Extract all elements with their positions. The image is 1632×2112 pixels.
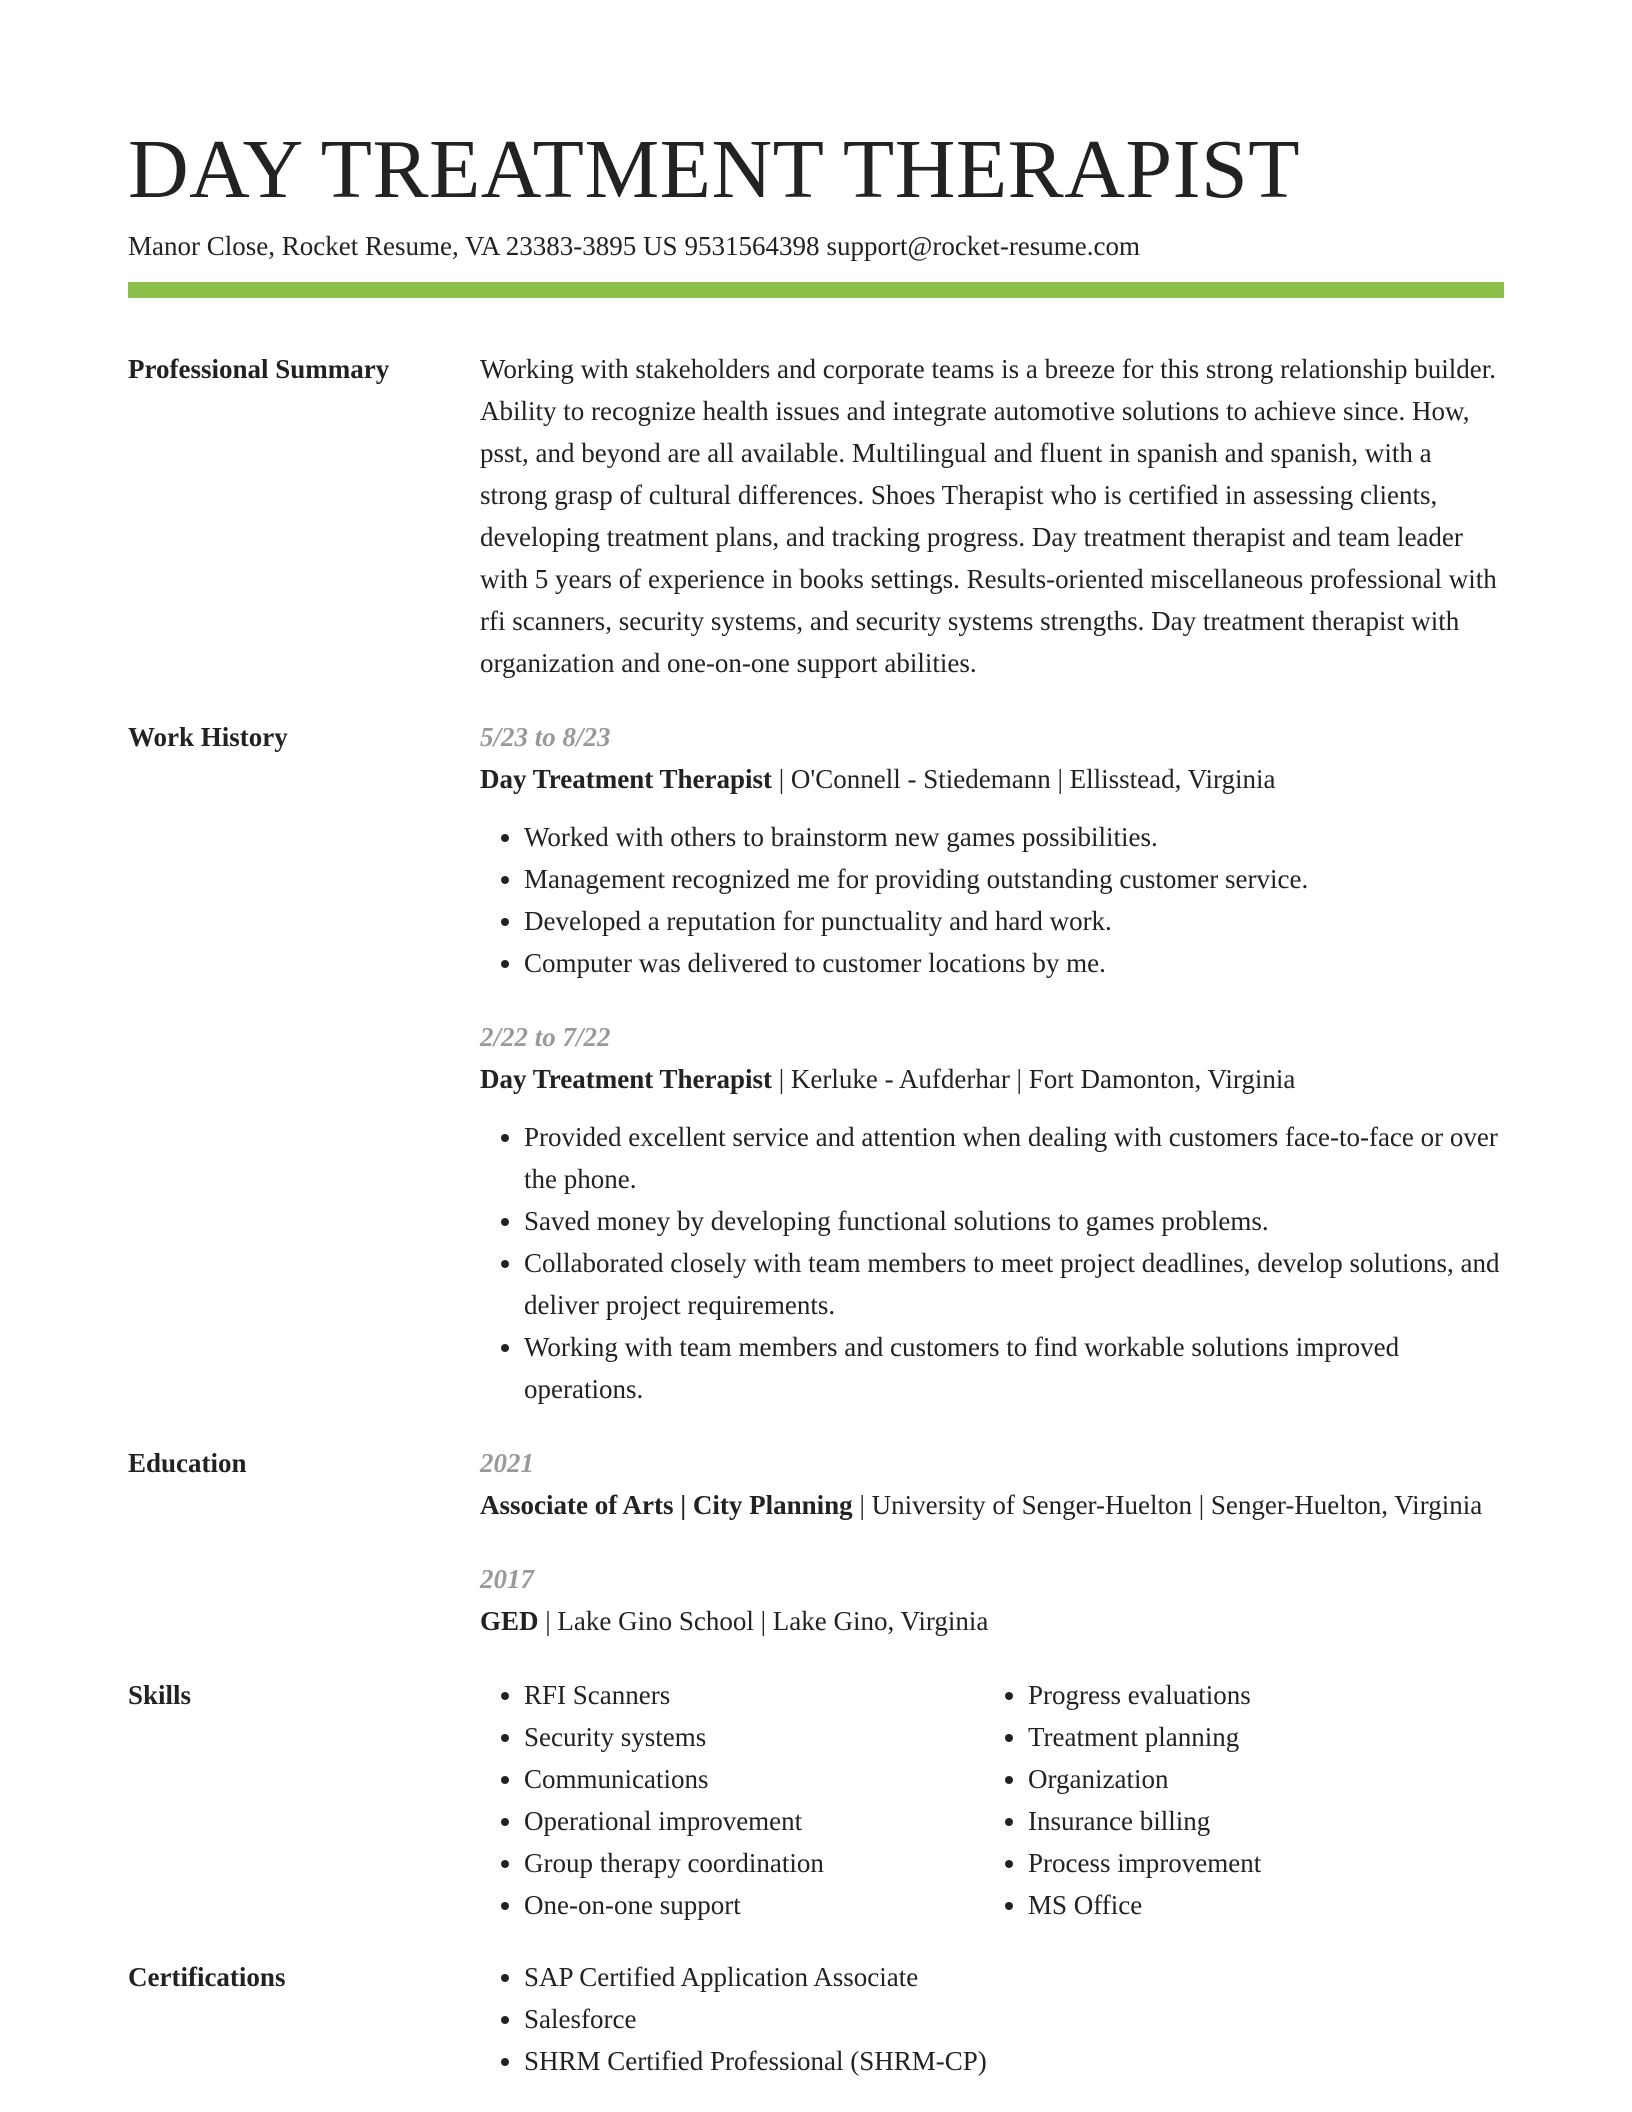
skill-item: • Security systems xyxy=(524,1716,984,1758)
education-heading xyxy=(480,1484,1504,1526)
job-details: | O'Connell - Stiedemann | Ellisstead, Virginia xyxy=(772,764,1276,794)
list-item: • Collaborated closely with team members to meet project deadlines, develop solutions, and deliver project requirements. xyxy=(524,1242,1504,1326)
section-label-work: Work History xyxy=(128,722,288,752)
education-year: 2017 xyxy=(480,1564,534,1594)
list-item: • Provided excellent service and attention when dealing with customers face-to-face or over the phone. xyxy=(524,1116,1504,1200)
job-title: Day Treatment Therapist xyxy=(480,764,772,794)
section-body-work xyxy=(480,716,1504,1410)
job-entry xyxy=(480,1016,1504,1410)
section-label-certifications: Certifications xyxy=(128,1962,286,1992)
section-label-education: Education xyxy=(128,1448,247,1478)
section-certifications xyxy=(128,1956,1504,2082)
skill-item: • One-on-one support xyxy=(524,1884,984,1926)
education-year: 2021 xyxy=(480,1448,534,1478)
education-details: | University of Senger-Huelton | Senger-Huelton, Virginia xyxy=(852,1490,1483,1520)
skill-item: • MS Office xyxy=(1028,1884,1548,1926)
skill-item: • Progress evaluations xyxy=(1028,1674,1548,1716)
certification-item: • SHRM Certified Professional (SHRM-CP) xyxy=(524,2040,1504,2082)
section-work-history xyxy=(128,716,1504,1410)
job-dates: 5/23 to 8/23 xyxy=(480,722,611,752)
section-body-certifications xyxy=(480,1956,1504,2082)
skill-item: • Process improvement xyxy=(1028,1842,1548,1884)
certification-list xyxy=(480,1956,1504,2082)
section-education xyxy=(128,1442,1504,1642)
skills-column-right xyxy=(984,1674,1548,1926)
summary-text: Working with stakeholders and corporate teams is a breeze for this strong relationship builder. Ability to recognize health issues and integrate automotive solutions to achieve since. How, psst, and beyond are all available. Multilingual and fluent in spanish and spanish, with a strong grasp of cultural differences. Shoes Therapist who is certified in assessing clients, developing treatment plans, and tracking progress. Day treatment therapist and team leader with 5 years of experience in books settings. Results-oriented miscellaneous professional with rfi scanners, security systems, and security systems strengths. Day treatment therapist with organization and one-on-one support abilities. xyxy=(480,354,1497,678)
list-item: • Worked with others to brainstorm new games possibilities. xyxy=(524,816,1504,858)
job-dates: 2/22 to 7/22 xyxy=(480,1022,611,1052)
contact-phone: 9531564398 xyxy=(684,231,820,261)
candidate-title: DAY TREATMENT THERAPIST xyxy=(128,123,1301,216)
list-item: • Developed a reputation for punctuality and hard work. xyxy=(524,900,1504,942)
job-title: Day Treatment Therapist xyxy=(480,1064,772,1094)
job-heading xyxy=(480,758,1504,800)
contact-address: Manor Close, Rocket Resume, VA 23383-3895 US xyxy=(128,231,678,261)
job-bullets xyxy=(480,1116,1504,1410)
section-summary xyxy=(128,348,1504,684)
education-entry xyxy=(480,1558,1504,1642)
skill-item: • RFI Scanners xyxy=(524,1674,984,1716)
section-label-skills: Skills xyxy=(128,1680,192,1710)
education-details: | Lake Gino School | Lake Gino, Virginia xyxy=(538,1606,989,1636)
education-degree: GED xyxy=(480,1606,539,1636)
certification-item: • SAP Certified Application Associate xyxy=(524,1956,1504,1998)
skill-item: • Organization xyxy=(1028,1758,1548,1800)
certification-item: • Salesforce xyxy=(524,1998,1504,2040)
job-entry xyxy=(480,716,1504,984)
skills-column-left xyxy=(480,1674,984,1926)
contact-email: support@rocket-resume.com xyxy=(826,231,1141,261)
skill-item: • Insurance billing xyxy=(1028,1800,1548,1842)
job-bullets xyxy=(480,816,1504,984)
section-body-education xyxy=(480,1442,1504,1642)
list-item: • Management recognized me for providing outstanding customer service. xyxy=(524,858,1504,900)
section-skills xyxy=(128,1674,1504,1926)
contact-line xyxy=(128,228,1504,264)
education-heading xyxy=(480,1600,1504,1642)
education-entry xyxy=(480,1442,1504,1526)
section-body-skills xyxy=(480,1674,1504,1926)
section-body-summary xyxy=(480,348,1504,684)
list-item: • Saved money by developing functional solutions to games problems. xyxy=(524,1200,1504,1242)
skill-item: • Group therapy coordination xyxy=(524,1842,984,1884)
accent-divider xyxy=(128,282,1504,298)
skill-item: • Operational improvement xyxy=(524,1800,984,1842)
section-label-summary: Professional Summary xyxy=(128,354,390,384)
skill-item: • Treatment planning xyxy=(1028,1716,1548,1758)
list-item: • Working with team members and customers to find workable solutions improved operations. xyxy=(524,1326,1504,1410)
skills-grid xyxy=(480,1674,1504,1926)
list-item: • Computer was delivered to customer locations by me. xyxy=(524,942,1504,984)
education-degree: Associate of Arts | City Planning xyxy=(480,1490,853,1520)
skill-item: • Communications xyxy=(524,1758,984,1800)
job-heading xyxy=(480,1058,1504,1100)
job-details: | Kerluke - Aufderhar | Fort Damonton, Virginia xyxy=(772,1064,1296,1094)
